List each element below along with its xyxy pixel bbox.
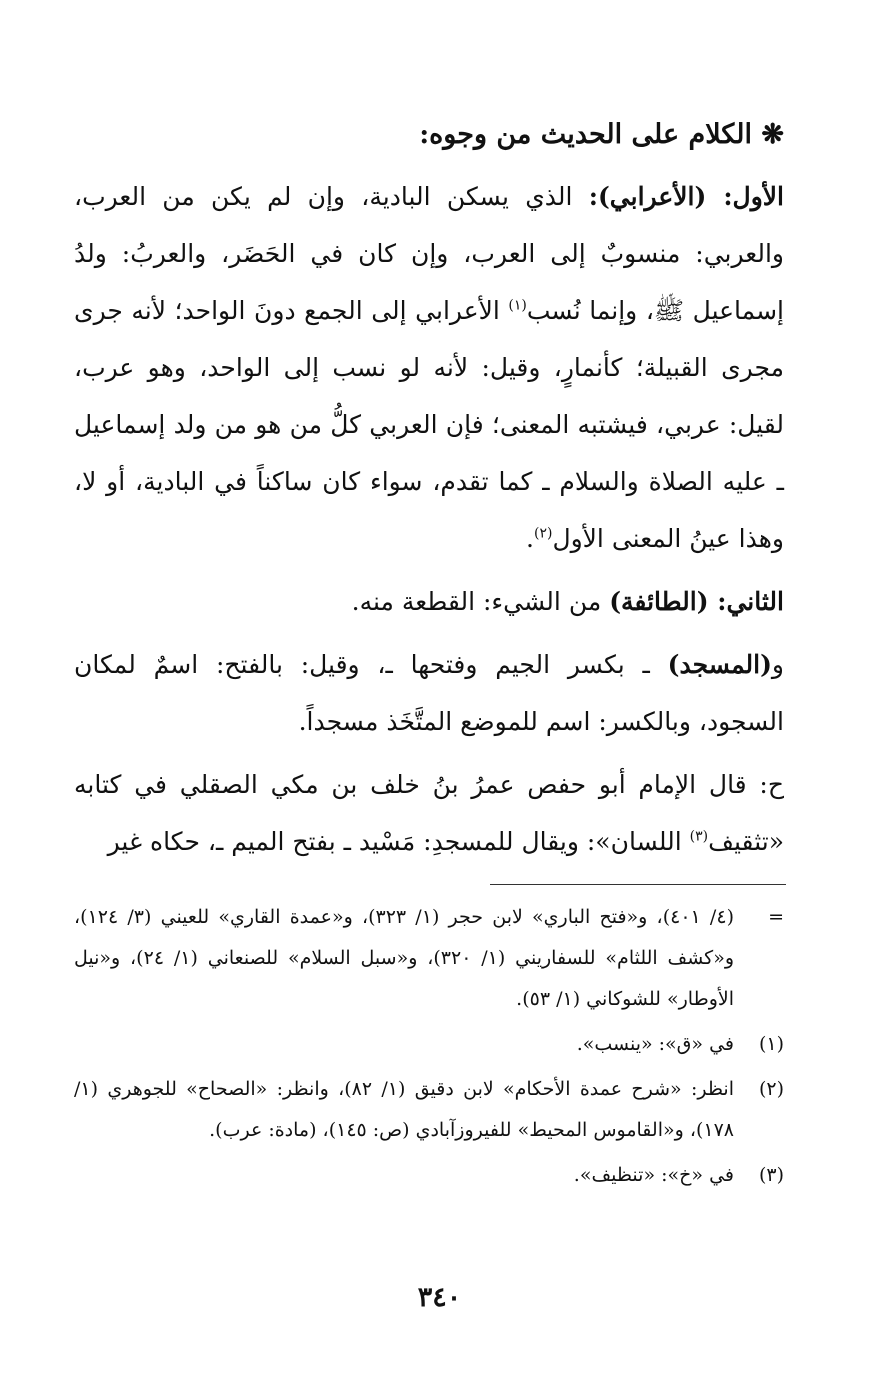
paragraph-text: اللسان»: ويقال للمسجدِ: مَسْيد ـ بفتح الميم ـ، حكاه غير: [107, 827, 690, 856]
paragraph-second: [74, 573, 784, 630]
paragraph-text: ـ بكسر الجيم وفتحها ـ، وقيل: بالفتح: اسمٌ لمكان السجود، وبالكسر: اسم للموضع المتَّخَذ مسجداً.: [74, 650, 784, 736]
footnote-1: [74, 1024, 784, 1065]
footnote-divider: [490, 884, 786, 885]
second-term-label: الثاني: (الطائفة): [609, 587, 784, 616]
footnote-reference[interactable]: (١): [508, 297, 527, 314]
footnote-number: =: [768, 906, 784, 928]
footnote-text: في «خ»: «تنظيف».: [573, 1164, 734, 1186]
footnote-3: [74, 1155, 784, 1196]
footnote-text: (٤/ ٤٠١)، و«فتح الباري» لابن حجر (١/ ٣٢٣)، و«عمدة القاري» للعيني (٣/ ١٢٤)، و«كشف اللثام» للسفاريني (١/ ٣٢٠)، و«سبل السلام» للصنعاني (١/ ٢٤)، و«نيل الأوطار» للشوكاني (١/ ٥٣).: [74, 906, 735, 1010]
page-number: ٣٤٠: [417, 1282, 462, 1313]
first-term-label: الأول: (الأعرابي):: [588, 182, 784, 211]
footnote-reference[interactable]: (٣): [689, 828, 709, 845]
paragraph-text: ح: قال الإمام أبو حفص عمرُ بنُ خلف بن مكي الصقلي في كتابه «تثقيف: [74, 770, 784, 856]
page-body: [74, 110, 784, 876]
paragraph-masjid: و(المسجد) ـ بكسر الجيم وفتحها ـ، وقيل: بالفتح: اسمٌ لمكان السجود، وبالكسر: اسم للموضع المتَّخَذ مسجداً.: [74, 650, 784, 736]
paragraph-text: الذي يسكن البادية، وإن لم يكن من العرب، والعربي: منسوبٌ إلى العرب، وإن كان في الحَضَر، والعربُ: ولدُ إسماعيل ﷺ، وإنما نُسب: [74, 182, 784, 325]
paragraph-note: [74, 756, 784, 870]
paragraph-text: من الشيء: القطعة منه.: [351, 587, 610, 616]
footnote-reference[interactable]: (٢): [533, 525, 553, 542]
paragraph-first: الأول: (الأعرابي): الذي يسكن البادية، وإن لم يكن من العرب، والعربي: منسوبٌ إلى العرب، وإن كان في الحَضَر، والعربُ: ولدُ إسماعيل ﷺ، وإنما نُسب$^{(١)}$ الأعرابي إلى الجمع دونَ الواحد؛ لأنه جرى مجرى القبيلة؛ كأنمارٍ، وقيل: لأنه لو نسب إلى الواحد، وهو عرب، لقيل: عربي، فيشتبه المعنى؛ فإن العربي كلُّ من هو من ولد إسماعيل ـ عليه الصلاة والسلام ـ كما تقدم، سواء كان ساكناً في البادية، أو لا، وهذا عينُ المعنى الأول$^{(٢)}$.: [74, 182, 784, 553]
footnote-text: انظر: «شرح عمدة الأحكام» لابن دقيق (١/ ٨٢)، وانظر: «الصحاح» للجوهري (١/ ١٧٨)، و«القاموس المحيط» للفيروزآبادي (ص: ١٤٥)، (مادة: عرب).: [74, 1078, 734, 1141]
masjid-term-label: (المسجد): [667, 650, 772, 679]
footnote-number: (٣): [758, 1164, 784, 1186]
footnote-2: [74, 1069, 784, 1151]
footnote-number: (١): [758, 1033, 784, 1055]
section-heading: ❋ الكلام على الحديث من وجوه:: [419, 119, 784, 150]
footnote-number: (٢): [758, 1078, 784, 1100]
footnote-text: في «ق»: «ينسب».: [576, 1033, 734, 1055]
footnote-continued: [74, 897, 784, 1020]
paragraph-text: الأعرابي إلى الجمع دونَ الواحد؛ لأنه جرى مجرى القبيلة؛ كأنمارٍ، وقيل: لأنه لو نسب إلى الواحد، وهو عرب، لقيل: عربي، فيشتبه المعنى؛ فإن العربي كلُّ من هو من ولد إسماعيل ـ عليه الصلاة والسلام ـ كما تقدم، سواء كان ساكناً في البادية، أو لا، وهذا عينُ المعنى الأول: [74, 296, 784, 553]
footnotes: [74, 897, 784, 1200]
